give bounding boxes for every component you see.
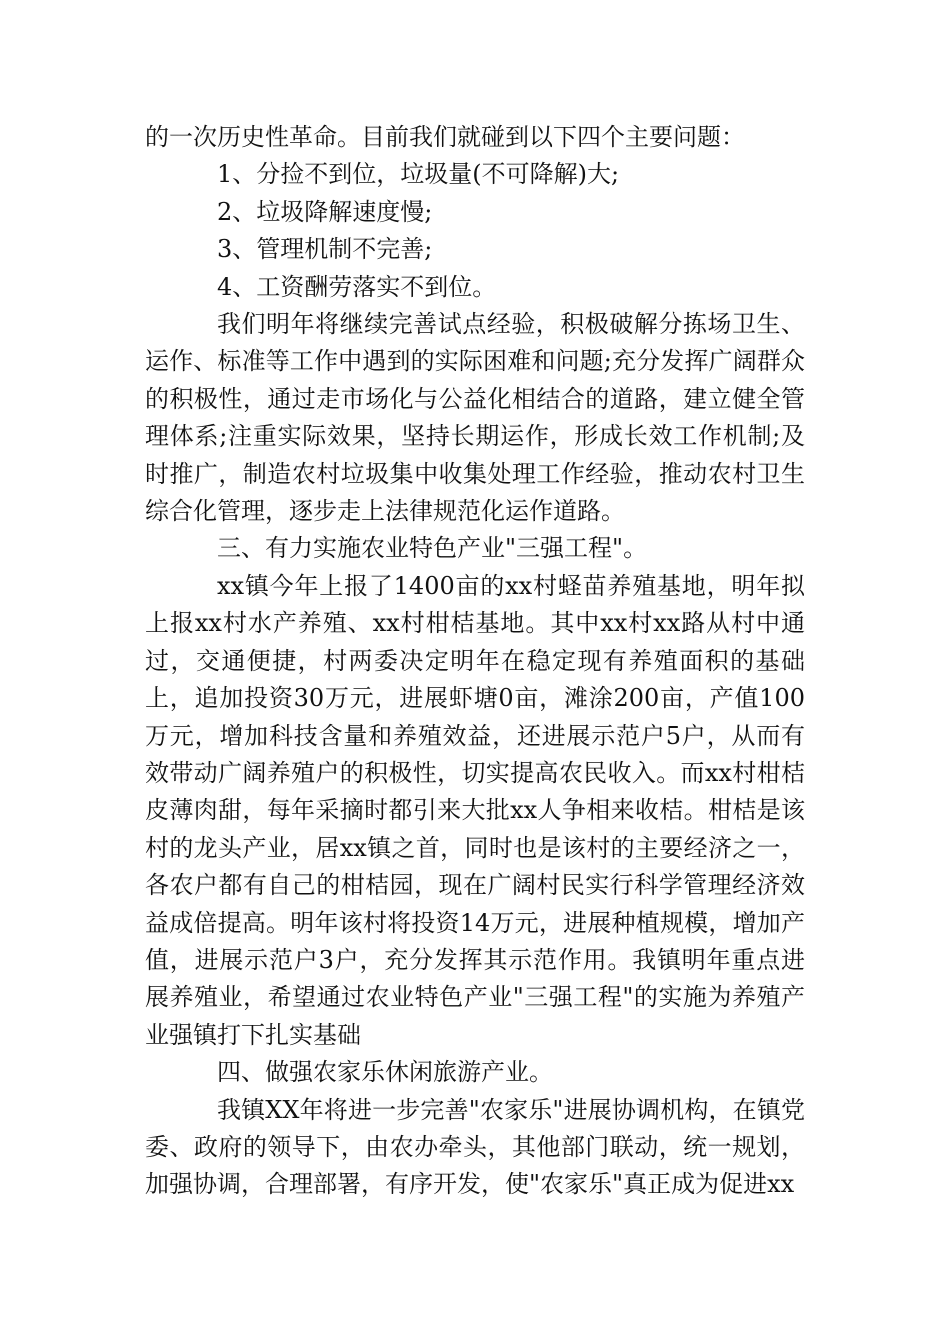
paragraph-tourism: 我镇XX年将进一步完善"农家乐"进展协调机构，在镇党委、政府的领导下，由农办牵头，其他部门联动，统一规划，加强协调，合理部署，有序开发，使"农家乐"真正成为促进xx [145, 1095, 805, 1199]
list-item-4: 4、工资酬劳落实不到位。 [217, 272, 497, 301]
document-body [145, 119, 805, 1204]
list-item-2: 2、垃圾降解速度慢; [217, 197, 433, 226]
list-item-3: 3、管理机制不完善; [217, 235, 433, 264]
paragraph-agriculture: xx镇今年上报了1400亩的xx村蛏苗养殖基地，明年拟上报xx村水产养殖、xx村柑桔基地。其中xx村xx路从村中通过，交通便捷，村两委决定明年在稳定现有养殖面积的基础上，追加投资30万元，进展虾塘0亩，滩涂200亩，产值100万元，增加科技含量和养殖效益，还进展示范户5户，从而有效带动广阔养殖户的积极性，切实提高农民收入。而xx村柑桔皮薄肉甜，每年采摘时都引来大批xx人争相来收桔。柑桔是该村的龙头产业，居xx镇之首，同时也是该村的主要经济之一，各农户都有自己的柑桔园，现在广阔村民实行科学管理经济效益成倍提高。明年该村将投资14万元，进展种植规模，增加产值，进展示范户3户，充分发挥其示范作用。我镇明年重点进展养殖业，希望通过农业特色产业"三强工程"的实施为养殖产业强镇打下扎实基础 [145, 571, 805, 1049]
list-item-1: 1、分捡不到位，垃圾量(不可降解)大; [217, 160, 620, 189]
section-heading-3: 三、有力实施农业特色产业"三强工程"。 [217, 534, 648, 563]
section-heading-4: 四、做强农家乐休闲旅游产业。 [217, 1058, 553, 1087]
paragraph-continuation: 的一次历史性革命。目前我们就碰到以下四个主要问题： [145, 123, 745, 151]
paragraph-plan: 我们明年将继续完善试点经验，积极破解分拣场卫生、运作、标准等工作中遇到的实际困难和问题;充分发挥广阔群众的积极性，通过走市场化与公益化相结合的道路，建立健全管理体系;注重实际效果，坚持长期运作，形成长效工作机制;及时推广，制造农村垃圾集中收集处理工作经验，推动农村卫生综合化管理，逐步走上法律规范化运作道路。 [145, 310, 805, 526]
